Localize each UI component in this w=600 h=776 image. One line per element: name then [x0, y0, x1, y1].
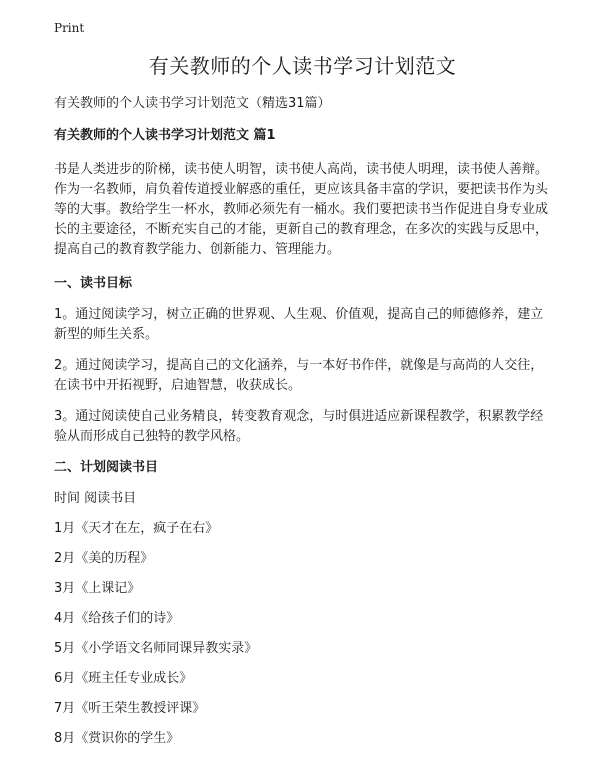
book-item: 3月《上课记》 — [54, 581, 141, 596]
document-body — [54, 52, 551, 759]
print-link[interactable]: Print — [54, 21, 85, 35]
heading-reading-goals: 一、读书目标 — [54, 276, 133, 291]
book-item: 5月《小学语文名师同课异教实录》 — [54, 641, 258, 656]
book-item: 8月《赏识你的学生》 — [54, 731, 180, 746]
book-item: 6月《班主任专业成长》 — [54, 671, 193, 686]
subtitle: 有关教师的个人读书学习计划范文（精选31篇） — [54, 96, 331, 111]
book-item: 2月《美的历程》 — [54, 551, 154, 566]
goal-item: 1。通过阅读学习，树立正确的世界观、人生观、价值观，提高自己的师德修养，建立新型的师生关系。 — [54, 307, 544, 342]
intro-paragraph: 书是人类进步的阶梯，读书使人明智，读书使人高尚，读书使人明理，读书使人善辩。作为一名教师，肩负着传道授业解惑的重任，更应该具备丰富的学识，要把读书作为头等的大事。教给学生一杯水，教师必须先有一桶水。我们要把读书当作促进自身专业成长的主要途径，不断充实自己的才能，更新自己的教育理念，在多次的实践与反思中，提高自己的教育教学能力、创新能力、管理能力。 — [54, 162, 549, 257]
section-title: 有关教师的个人读书学习计划范文 篇1 — [54, 128, 276, 143]
book-item: 7月《听王荣生教授评课》 — [54, 701, 206, 716]
reading-list-header: 时间 阅读书目 — [54, 491, 137, 506]
heading-reading-list: 二、计划阅读书目 — [54, 460, 159, 475]
goal-item: 3。通过阅读使自己业务精良，转变教育观念，与时俱进适应新课程教学，积累教学经验从而形成自己独特的教学风格。 — [54, 409, 544, 444]
book-item: 1月《天才在左，疯子在右》 — [54, 521, 219, 536]
page-title: 有关教师的个人读书学习计划范文 — [148, 54, 457, 78]
book-item: 4月《给孩子们的诗》 — [54, 611, 180, 626]
goal-item: 2。通过阅读学习，提高自己的文化涵养，与一本好书作伴，就像是与高尚的人交往，在读书中开拓视野，启迪智慧，收获成长。 — [54, 358, 544, 393]
